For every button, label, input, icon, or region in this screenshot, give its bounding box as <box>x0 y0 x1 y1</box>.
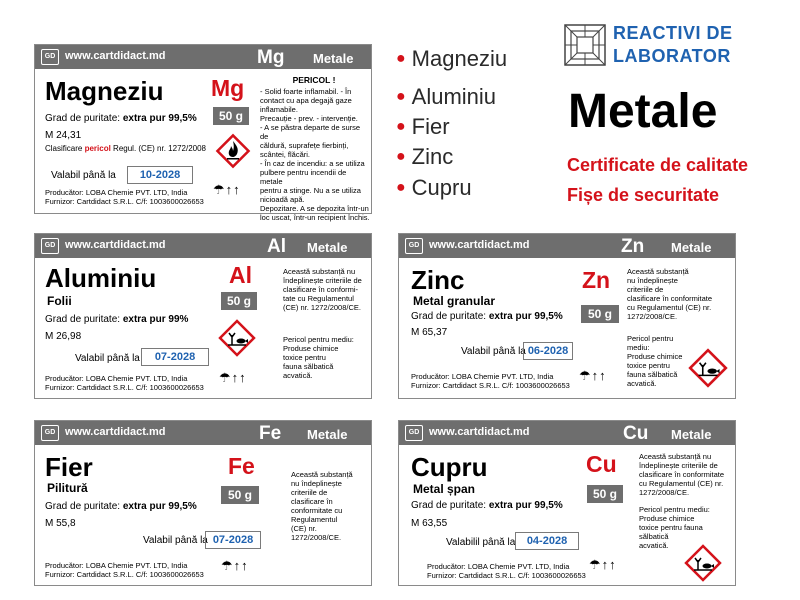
note-line: nu îndeplinește <box>291 479 342 488</box>
classification-note <box>291 470 369 542</box>
label-cupru <box>398 420 736 586</box>
packaging-symbols-icon: ☂↑↑ <box>219 370 247 385</box>
note-line: clasificare în conformitate <box>627 294 713 303</box>
list-item: ● Fier <box>396 114 450 139</box>
note-line: nu îndeplinește <box>627 276 678 285</box>
label-header <box>35 234 371 258</box>
note-line: inflamabile. <box>260 105 298 114</box>
note-line: cu Regulamentul (CE) nr. <box>627 303 712 312</box>
note-line: loc uscat, într-un recipient închis. <box>260 213 370 222</box>
note-line: 1272/2008/CE. <box>627 312 678 321</box>
note-line: contact cu apa degajă gaze <box>260 96 352 105</box>
note-line: clasificare în conformi- <box>283 285 359 294</box>
note-line: Pericol pentru mediu: <box>627 334 674 352</box>
site-url: www.cartdidact.md <box>65 239 166 251</box>
note-line: criteriile de <box>291 488 328 497</box>
label-header <box>35 421 371 445</box>
molar-mass: M 63,55 <box>411 518 448 529</box>
site-url: www.cartdidact.md <box>429 426 530 438</box>
environment-hazard-icon <box>687 347 729 389</box>
producer: Producător: LOBA Chemie PVT. LTD, India <box>45 374 188 383</box>
header-symbol: Fe <box>259 423 282 444</box>
classification-note <box>283 267 371 312</box>
note-line: Produse chimice <box>639 514 695 523</box>
physical-form: Metal șpan <box>413 482 476 496</box>
molar-mass: M 65,37 <box>411 327 448 338</box>
logo-icon: GD <box>41 425 59 441</box>
note-line: Produse chimice <box>627 352 683 361</box>
supplier: Furnizor: Cartdidact S.R.L. C/f: 1003600026653 <box>45 570 204 579</box>
physical-form: Metal granular <box>413 294 496 308</box>
chemical-symbol: Zn <box>582 267 611 293</box>
note-line: acvatică. <box>639 541 669 550</box>
note-line: Pericol pentru mediu: <box>639 505 710 514</box>
valid-until-label: Valabil până la <box>75 353 140 364</box>
note-line: - A se păstra departe de surse de <box>260 123 361 141</box>
note-line: Pericol pentru mediu: <box>283 335 354 344</box>
quantity-badge: 50 g <box>581 305 619 323</box>
environment-note <box>627 334 689 388</box>
physical-form: Pilitură <box>47 481 88 495</box>
note-line: pentru a stinge. Nu a se utiliza <box>260 186 361 195</box>
producer: Producător: LOBA Chemie PVT. LTD, India <box>411 372 554 381</box>
label-magneziu <box>34 44 372 222</box>
header-category: Metale <box>307 427 348 442</box>
note-line: toxice pentru fauna <box>639 523 703 532</box>
label-header <box>399 234 735 258</box>
note-line: Această substanță <box>291 470 353 479</box>
danger-title: PERICOL ! <box>292 75 336 85</box>
note-line: fauna sălbatică <box>283 362 334 371</box>
label-aluminiu <box>34 233 372 399</box>
purity: Grad de puritate: extra pur 99,5% <box>411 500 563 511</box>
valid-until-label: Valabil până la <box>143 535 208 546</box>
quantity-badge: 50 g <box>213 107 249 125</box>
valid-until-date: 04-2028 <box>515 532 579 550</box>
logo-icon: GD <box>405 238 423 254</box>
header-category: Metale <box>313 51 354 66</box>
valid-until-date: 10-2028 <box>127 166 193 184</box>
note-line: tate cu Regulamentul <box>283 294 354 303</box>
note-line: Regulamentul <box>291 515 338 524</box>
label-fier <box>34 420 372 586</box>
note-line: clasificare în <box>291 497 333 506</box>
environment-note <box>639 505 737 550</box>
packaging-symbols-icon: ☂↑↑ <box>221 558 249 573</box>
site-url: www.cartdidact.md <box>429 239 530 251</box>
note-line: scântei, flăcări. <box>260 150 311 159</box>
note-line: - În caz de incendiu: a se utiliza <box>260 159 365 168</box>
note-line: nicioadă apă. <box>260 195 305 204</box>
label-zinc <box>398 233 736 399</box>
note-line: - Solid foarte inflamabil. - În <box>260 87 352 96</box>
chemical-name: Cupru <box>411 452 488 482</box>
purity: Grad de puritate: extra pur 99,5% <box>45 501 197 512</box>
note-line: pulbere pentru incendii de metale <box>260 168 347 186</box>
valid-until-date: 07-2028 <box>205 531 261 549</box>
chemical-symbol: Cu <box>586 451 617 477</box>
list-item: ● Cupru <box>396 175 472 200</box>
chemical-symbol: Fe <box>228 453 255 479</box>
environment-hazard-icon <box>217 318 257 358</box>
chemical-name: Aluminiu <box>45 263 157 293</box>
note-line: Această substanță <box>627 267 689 276</box>
note-line: acvatică. <box>283 371 313 380</box>
molar-mass: M 24,31 <box>45 130 82 141</box>
note-line: (CE) nr. <box>291 524 317 533</box>
purity: Grad de puritate: extra pur 99% <box>45 314 189 325</box>
note-line: (CE) nr. 1272/2008/CE. <box>283 303 361 312</box>
brand-line-1: REACTIVI DE <box>613 23 733 43</box>
note-line: căldură, suprafețe fierbinți, <box>260 141 349 150</box>
producer: Producător: LOBA Chemie PVT. LTD, India <box>427 562 570 571</box>
logo-icon: GD <box>405 425 423 441</box>
brand-line-2: LABORATOR <box>613 46 731 66</box>
molar-mass: M 26,98 <box>45 331 82 342</box>
note-line: Această substanță nu <box>639 452 712 461</box>
header-category: Metale <box>671 240 712 255</box>
note-line: 1272/2008/CE. <box>291 533 342 542</box>
note-line: cu Regulamentul (CE) nr. <box>639 479 724 488</box>
label-header <box>35 45 371 69</box>
list-item: ● Aluminiu <box>396 84 497 109</box>
producer: Producător: LOBA Chemie PVT. LTD, India <box>45 188 188 197</box>
list-item: ● Zinc <box>396 144 454 169</box>
list-item: ● Magneziu <box>396 46 508 71</box>
supplier: Furnizor: Cartdidact S.R.L. C/f: 1003600026653 <box>427 571 586 580</box>
quantity-badge: 50 g <box>221 486 259 504</box>
packaging-symbols-icon: ☂↑↑ <box>213 182 241 197</box>
valid-until-date: 07-2028 <box>141 348 209 366</box>
chemical-name: Zinc <box>411 265 465 295</box>
environment-note <box>283 335 371 380</box>
note-line: clasificare în conformitate <box>639 470 725 479</box>
note-line: sălbatică <box>639 532 669 541</box>
supplier: Furnizor: Cartdidact S.R.L. C/f: 1003600026653 <box>411 381 570 390</box>
molar-mass: M 55,8 <box>45 518 76 529</box>
note-line: fauna sălbatică <box>627 370 678 379</box>
physical-form: Folii <box>47 294 72 308</box>
safety-warnings <box>260 87 370 222</box>
supplier: Furnizor: Cartdidact S.R.L. C/f: 1003600026653 <box>45 383 204 392</box>
note-line: Depozitare. A se depozita într-un <box>260 204 369 213</box>
quantity-badge: 50 g <box>587 485 623 503</box>
valid-until-label: Valabil până la <box>51 170 116 181</box>
valid-until-label: Valabil până la <box>461 346 526 357</box>
classification-note <box>627 267 735 321</box>
note-line: îndeplinește criteriile de <box>283 276 362 285</box>
page-title: Metale <box>568 85 718 138</box>
chemical-symbol: Mg <box>211 75 245 101</box>
note-line: toxice pentru <box>627 361 670 370</box>
valid-until-date: 06-2028 <box>523 342 573 360</box>
note-line: conformitate cu <box>291 506 343 515</box>
supplier: Furnizor: Cartdidact S.R.L. C/f: 1003600026653 <box>45 197 204 206</box>
note-line: criteriile de <box>627 285 664 294</box>
packaging-symbols-icon: ☂↑↑ <box>579 368 607 383</box>
chemical-name: Fier <box>45 452 93 482</box>
note-line: îndeplinește criteriile de <box>639 461 718 470</box>
header-category: Metale <box>671 427 712 442</box>
chemical-name: Magneziu <box>45 76 164 106</box>
note-line: Această substanță nu <box>283 267 356 276</box>
note-line: acvatică. <box>627 379 657 388</box>
logo-icon: GD <box>41 49 59 65</box>
packaging-symbols-icon: ☂↑↑ <box>589 557 617 572</box>
producer: Producător: LOBA Chemie PVT. LTD, India <box>45 561 188 570</box>
safety-sheets-text: Fișe de securitate <box>567 185 720 205</box>
purity: Grad de puritate: extra pur 99,5% <box>45 113 197 124</box>
header-symbol: Mg <box>257 47 285 68</box>
note-line: toxice pentru <box>283 353 326 362</box>
chemical-symbol: Al <box>229 262 252 288</box>
site-url: www.cartdidact.md <box>65 50 166 62</box>
header-symbol: Al <box>267 236 286 257</box>
valid-until-label: Valabilil până la <box>446 537 516 548</box>
classification-note <box>639 452 737 497</box>
site-url: www.cartdidact.md <box>65 426 166 438</box>
header-category: Metale <box>307 240 348 255</box>
classification: Clasificare pericol Regul. (CE) nr. 1272/2008 <box>45 144 206 153</box>
certificates-text: Certificate de calitate <box>567 155 749 175</box>
flammable-hazard-icon <box>215 133 251 169</box>
logo-icon: GD <box>41 238 59 254</box>
header-symbol: Cu <box>623 423 649 444</box>
header-symbol: Zn <box>621 236 645 257</box>
quantity-badge: 50 g <box>221 292 257 310</box>
note-line: Produse chimice <box>283 344 339 353</box>
label-header <box>399 421 735 445</box>
note-line: 1272/2008/CE. <box>639 488 690 497</box>
purity: Grad de puritate: extra pur 99,5% <box>411 311 563 322</box>
brand-logo-icon <box>562 22 608 68</box>
note-line: Precauție - prev. - intervenție. <box>260 114 358 123</box>
